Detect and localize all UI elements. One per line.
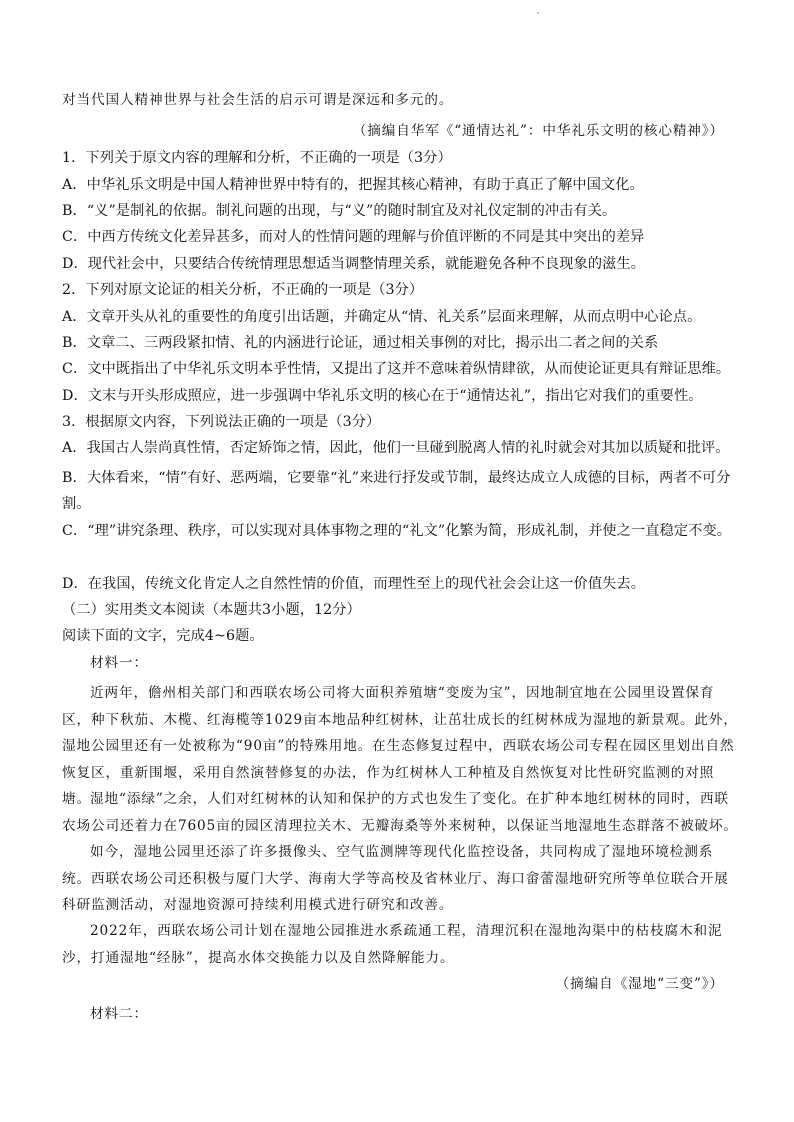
question-1-option-d: D．现代社会中，只要结合传统情理思想适当调整情理关系，就能避免各种不良现象的滋生。 [62, 256, 645, 272]
question-2-stem: 2．下列对原文论证的相关分析，不正确的一项是（3分） [62, 282, 424, 298]
question-1-option-b: B．“义”是制礼的依据。制礼问题的出现，与“义”的随时制宜及对礼仪定制的冲击有关。 [62, 203, 617, 219]
material-one-paragraph: 如今，湿地公园里还添了许多摄像头、空气监测牌等现代化监控设备，共同构成了湿地环境检测系统。西联农场公司还积极与厦门大学、海南大学等高校及省林业厅、海口畲蕾湿地研究所等单位联合开展科研监测活动，对湿地资源可持续利用模式进行研究和改善。 [62, 844, 729, 913]
question-3-option-d: D．在我国，传统文化肯定人之自然性情的价值，而理性至上的现代社会会让这一价值失去。 [62, 576, 645, 592]
question-2-option-d: D．文末与开头形成照应，进一步强调中华礼乐文明的核心在于“通情达礼”，指出它对我们的重要性。 [62, 388, 703, 404]
section-heading: （二）实用类文本阅读（本题共3小题，12分） [62, 602, 361, 618]
passage-source: （摘编自华军《“通情达礼”：中华礼乐文明的核心精神》） [352, 123, 724, 139]
material-one-label: 材料一： [90, 655, 148, 671]
section-instruction: 阅读下面的文字，完成4~6题。 [62, 628, 264, 644]
question-2-option-c: C．文中既指出了中华礼乐文明本乎性情，又提出了这并不意味着纵情肆欲，从而使论证更具有辩证思维。 [62, 361, 731, 377]
question-3-stem: 3．根据原文内容，下列说法正确的一项是（3分） [62, 414, 381, 430]
question-3-option-b: B．大体看来，“情”有好、恶两端，它要靠“礼”来进行抒发或节制，最终达成立人成德的目标，两者不可分割。 [62, 470, 731, 512]
question-1-option-a: A．中华礼乐文明是中国人精神世界中特有的，把握其核心精神，有助于真正了解中国文化。 [62, 177, 644, 193]
question-1-option-c: C．中西方传统文化差异甚多，而对人的性情问题的理解与价值评断的不同是其中突出的差异 [62, 229, 645, 245]
scan-speck [537, 12, 539, 14]
question-2-option-b: B．文章二、三两段紧扣情、礼的内涵进行论证，通过相关事例的对比，揭示出二者之间的关系 [62, 335, 659, 351]
material-one-source: （摘编自《湿地“三变”》） [555, 976, 724, 992]
material-one-paragraph: 2022年，西联农场公司计划在湿地公园推进水系疏通工程，清理沉积在湿地沟渠中的枯枝腐木和泥沙，打通湿地“经脉”，提高水体交换能力以及自然降解能力。 [62, 923, 723, 966]
passage-closing-line: 对当代国人精神世界与社会生活的启示可谓是深远和多元的。 [62, 92, 454, 108]
question-2-option-a: A．文章开头从礼的重要性的角度引出话题，并确定从“情、礼关系”层面来理解，从而点明中心论点。 [62, 309, 702, 325]
material-one-paragraph: 湿地“添绿”之余，人们对红树林的认知和保护的方式也发生了变化。在扩种本地红树林的同时，西联农场公司还着力在7605亩的园区清理拉关木、无瓣海桑等外来树种，以保证当地湿地生态群落不被破坏。 [62, 791, 738, 834]
question-3-option-a: A．我国古人崇尚真性情，否定矫饰之情，因此，他们一旦碰到脱离人情的礼时就会对其加以质疑和批评。 [62, 440, 730, 456]
material-two-label: 材料二： [90, 1006, 148, 1022]
question-3-option-c: C．“理”讲究条理、秩序，可以实现对具体事物之理的“礼文”化繁为简，形成礼制，并使之一直稳定不变。 [62, 523, 732, 539]
question-1-stem: 1．下列关于原文内容的理解和分析，不正确的一项是（3分） [62, 150, 452, 166]
material-one-paragraph: 近两年，儋州相关部门和西联农场公司将大面积养殖塘“变废为宝”，因地制宜地在公园里设置保育区，种下秋茄、木榄、红海榄等1029亩本地品种红树林，让茁壮成长的红树林成为湿地的新景观。此外，湿地公园里还有一处被称为“90亩”的特殊用地。在生态修复过程中，西联农场公司专程在园区里划出自然恢复区，重新围堰，采用自然演替修复的办法，作为红树林人工种植及自然恢复对比性研究监测的对照塘。 [62, 685, 738, 807]
